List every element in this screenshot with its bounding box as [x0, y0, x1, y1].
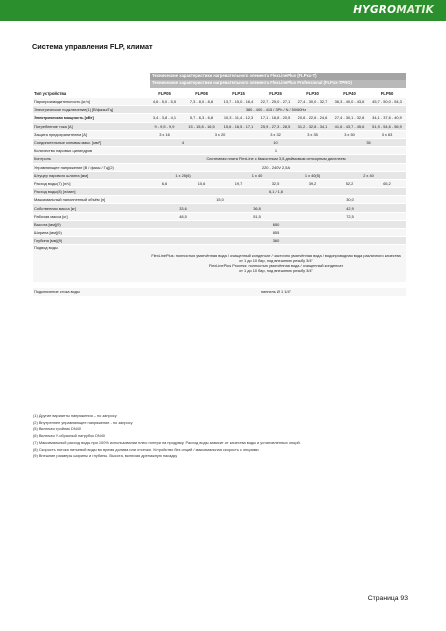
row-label: Рабочая масса [кг]: [33, 212, 146, 220]
row-label: Подвод воды: [33, 245, 146, 283]
table-cell: 45,7 - 50,0 - 54,3: [368, 98, 406, 106]
table-cell: 2 x 40: [331, 171, 406, 179]
table-cell: 32,5: [257, 179, 294, 187]
table-cell: 15,6 - 16,5 - 17,1: [220, 122, 257, 130]
table-cell: 6,1 / 1,6: [146, 188, 406, 196]
table-cell: 15 - 15,8 - 16,5: [183, 122, 220, 130]
table-cell: 3 x 63: [368, 130, 406, 138]
table-cell: 36,8: [220, 204, 294, 212]
table-cell: 9 - 9,5 - 9,9: [146, 122, 183, 130]
row-label: Максимальный наполненный объём [л]: [33, 196, 146, 204]
footnote: (7) Максимальный расход воды при 100% использовании плюс потери на продувку. Расход воды зависит от качества воды и установленных опций.: [33, 439, 301, 445]
table-cell: 34,1 - 37,6 - 40,9: [368, 114, 406, 122]
table-cell: 48,5: [146, 212, 220, 220]
table-cell: 380 - 400 - 415 / 3Ph / N / 50/60Hz: [146, 106, 406, 114]
table-cell: Системная плата FlexLine с 6мкостным 3,5-дюймовым сенсорным дисплеем: [146, 155, 406, 163]
footnote: (5) Включая тройник DN40: [33, 426, 81, 432]
table-cell: 52,2: [331, 179, 368, 187]
table-cell: 31,2 - 32,8 - 34,1: [294, 122, 331, 130]
water-supply-line: FlexLinePlus Process: полностью умягчённая вода / очищенный конденсат: [208, 262, 344, 268]
page-number: Страница 93: [367, 595, 408, 602]
spec-header-bar: [150, 73, 406, 88]
table-row: [33, 196, 406, 204]
table-cell: 3,4 - 3,8 - 4,1: [146, 114, 183, 122]
row-label: Контроль: [33, 155, 146, 163]
table-row: [33, 122, 406, 130]
table-row: [33, 229, 406, 237]
footnote: (2) Внутреннее управляющее напряжение - по запросу: [33, 419, 133, 425]
table-cell: 22,7 - 25,0 - 27,1: [257, 98, 294, 106]
table-cell: 19,7: [220, 179, 257, 187]
table-cell: 3 x 32: [257, 130, 294, 138]
table-cell: 4: [146, 138, 220, 146]
table-row: [33, 155, 406, 163]
brand-header-bar: [0, 0, 446, 21]
col-header-model: FLP15: [220, 89, 257, 98]
spec-table: [33, 89, 406, 297]
table-cell: 72,5: [294, 212, 406, 220]
table-cell: 41,6 - 43,7 - 45,6: [331, 122, 368, 130]
table-row: [33, 138, 406, 146]
water-supply-line: от 1 до 10 бар, под внешнюю резьбу 3/4": [239, 267, 313, 273]
table-header-row: [33, 89, 406, 98]
col-header-model: FLP08: [183, 89, 220, 98]
table-cell: 10,3 - 11,4 - 12,3: [220, 114, 257, 122]
row-label: Расход воды(7) [л/ч]: [33, 179, 146, 187]
table-cell: 1 x 40(5): [294, 171, 331, 179]
table-cell: 20,6 - 22,6 - 24,6: [294, 114, 331, 122]
row-label: Электрическая мощность [кВт]: [33, 114, 146, 122]
spec-header-line-1: Технические характеристики нагревательного элемента FlexLinePlus (FLPxx-T): [150, 73, 406, 80]
table-cell: 35: [331, 138, 406, 146]
table-cell: 220 - 240V 2,5A: [146, 163, 406, 171]
table-cell: 4,6 - 5,0 - 5,5: [146, 98, 183, 106]
hygromatik-logo: HYGROMATIK: [353, 4, 434, 16]
table-cell: 650: [146, 220, 406, 228]
table-cell: 39,2: [294, 179, 331, 187]
row-label: Расход воды(8) [л/мин]: [33, 188, 146, 196]
table-row: [33, 245, 406, 283]
table-cell: 6,6: [146, 179, 183, 187]
table-row: [33, 98, 406, 106]
table-cell: 13,7 - 15,0 - 16,4: [220, 98, 257, 106]
col-header-model: FLP50: [368, 89, 406, 98]
table-cell: 7,3 - 8,0 - 8,8: [183, 98, 220, 106]
table-cell: 51,5: [220, 212, 294, 220]
spec-header-line-2: Технические характеристики нагревательного элемента FlexLinePlus Professional (FLPxx-TPRO): [152, 79, 352, 85]
row-label: Высота [мм](9): [33, 220, 146, 228]
footnote: (1) Другие варианты напряжения – по запросу: [33, 413, 117, 418]
table-cell: 17,1 - 18,8 - 20,5: [257, 114, 294, 122]
water-supply-line: от 1 до 10 бар, под внешнюю резьбу 3/4": [239, 257, 313, 263]
row-label: Защита предохранителем [A]: [33, 130, 146, 138]
col-header-model: FLP30: [294, 89, 331, 98]
row-label: Паропроизводительность [кг/ч]: [33, 98, 146, 106]
table-row: [33, 130, 406, 138]
table-cell: 1 x 25(6): [146, 171, 220, 179]
table-row: [33, 147, 406, 155]
footnote: (9) Внешние размеры ширины и глубины. Высота, включая дренажную насадку: [33, 453, 178, 459]
table-cell: ниппель Ø 1 1/4": [146, 288, 406, 296]
table-row: [33, 220, 406, 228]
table-cell: 36,3 - 40,0 - 43,6: [331, 98, 368, 106]
water-supply-line: FlexLinePlus: полностью умягчённая вода / очищенный конденсат / частично умягчённая вода / водопроводная вода различного качества: [151, 253, 401, 259]
table-cell: 65,2: [368, 179, 406, 187]
page-title: Система управления FLP, климат: [32, 42, 153, 51]
table-cell: 25,9 - 27,3 - 28,5: [257, 122, 294, 130]
table-cell: 27,4 - 30,0 - 32,7: [294, 98, 331, 106]
col-header-model: FLP05: [146, 89, 183, 98]
row-label: Управляющее напряжение [В / фазы / Гц](2): [33, 163, 146, 171]
table-cell: 3 x 16: [146, 130, 183, 138]
table-cell: 360: [146, 237, 406, 245]
table-cell: 33,6: [146, 204, 220, 212]
row-label: Штуцер парового шланга [мм]: [33, 171, 146, 179]
table-row: [33, 179, 406, 187]
col-header-model: FLP40: [331, 89, 368, 98]
col-header-type: Тип устройства: [33, 89, 146, 98]
col-header-model: FLP25: [257, 89, 294, 98]
table-cell: 51,9 - 54,6 - 56,9: [368, 122, 406, 130]
row-label: Потребление тока [A]: [33, 122, 146, 130]
table-row: [33, 106, 406, 114]
table-cell: 855: [146, 229, 406, 237]
row-label: Соединительные клеммы макс. [мм²]: [33, 138, 146, 146]
footnote: (8) Скорость потока питьевой воды во время долива или отсечки. Устройство без опций / максимальная скорость с опциями: [33, 446, 259, 452]
row-label: Глубина [мм](9): [33, 237, 146, 245]
table-cell: 1 x 40: [220, 171, 294, 179]
table-cell: 3 x 35: [294, 130, 331, 138]
table-cell: 15,0: [146, 196, 294, 204]
table-row: [33, 163, 406, 171]
row-label: Электрическое подключение(1) [В/фазы/Гц]: [33, 106, 146, 114]
table-row: [33, 204, 406, 212]
row-label: Ширина [мм](9): [33, 229, 146, 237]
table-cell: 27,4 - 30,1 - 32,8: [331, 114, 368, 122]
table-cell: 5,7 - 6,3 - 6,8: [183, 114, 220, 122]
table-cell: 42,9: [294, 204, 406, 212]
table-row: [33, 237, 406, 245]
table-row: [33, 171, 406, 179]
row-label: Подключение стока воды: [33, 288, 146, 296]
table-row: [33, 212, 406, 220]
table-cell: 3 x 20: [183, 130, 257, 138]
table-cell: 10,6: [183, 179, 220, 187]
table-row: [33, 114, 406, 122]
footnote: (6) Включая Y-образный патрубок DN40: [33, 433, 106, 439]
table-row: [33, 288, 406, 296]
table-row: [33, 188, 406, 196]
table-cell: 1: [146, 147, 406, 155]
table-cell: [146, 245, 406, 283]
table-cell: 3 x 50: [331, 130, 368, 138]
table-cell: 30,0: [294, 196, 406, 204]
row-label: Собственная масса [кг]: [33, 204, 146, 212]
footnotes: [33, 413, 408, 460]
row-label: Количество паровых цилиндров: [33, 147, 146, 155]
table-cell: 10: [220, 138, 331, 146]
